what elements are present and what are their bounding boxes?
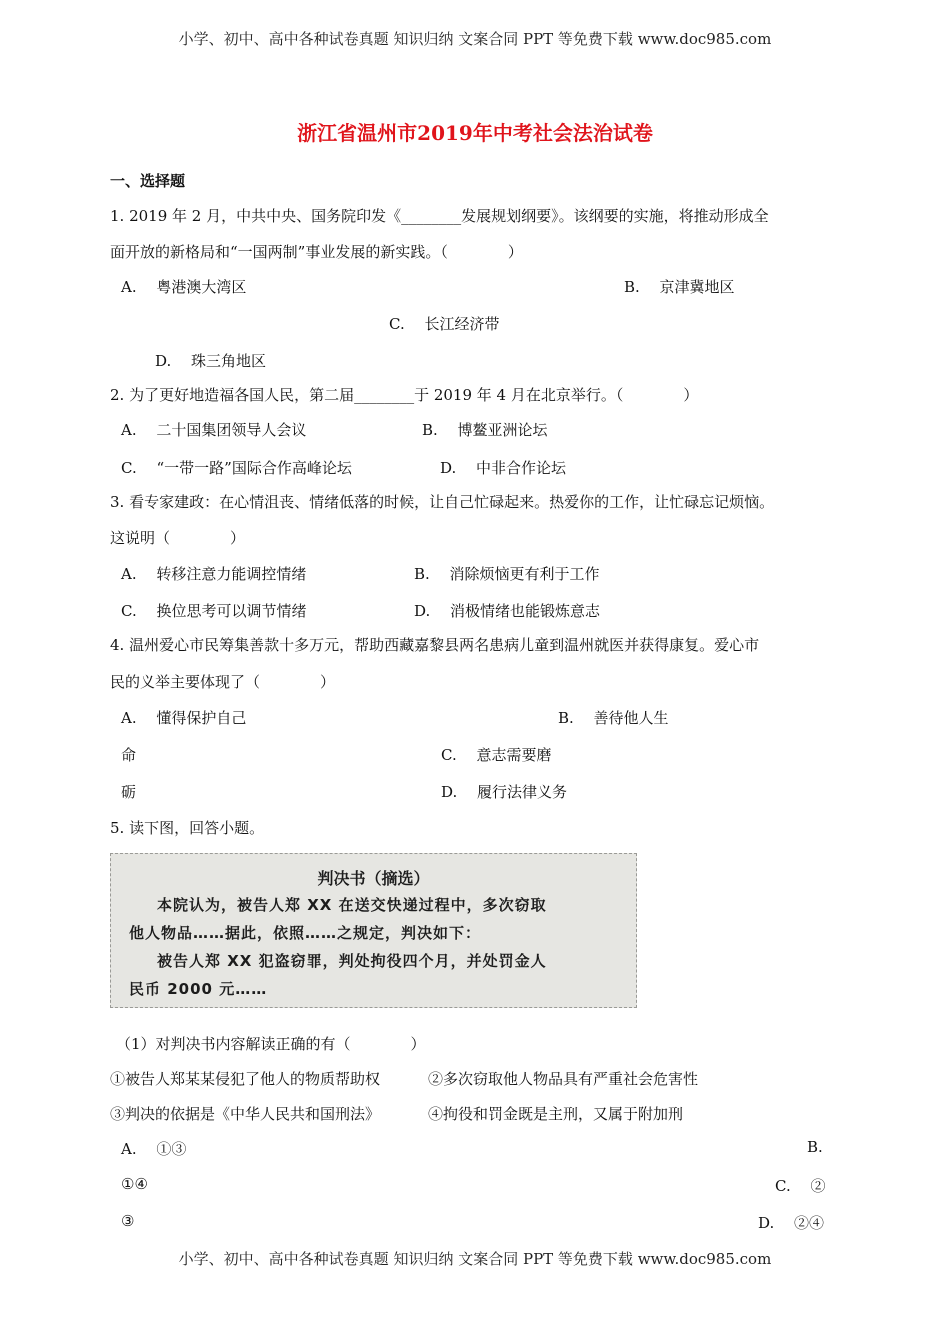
q5-stem-line1: 5. 读下图，回答小题。	[110, 819, 265, 837]
q3-option-d: D. 消极情绪也能锻炼意志	[414, 602, 601, 620]
q1-stem-line2: 面开放的新格局和“一国两制”事业发展的新实践。（ ）	[110, 243, 523, 261]
q5-statement-1: ①被告人郑某某侵犯了他人的物质帮助权	[110, 1070, 381, 1088]
q5-statement-3: ③判决的依据是《中华人民共和国刑法》	[110, 1105, 381, 1123]
judgment-excerpt-image	[110, 853, 637, 1008]
section-heading: 一、选择题	[110, 172, 186, 190]
q5-option-b-wrap: ①④	[121, 1175, 148, 1193]
q2-option-d: D. 中非合作论坛	[440, 459, 567, 477]
q4-option-c: C. 意志需要磨	[441, 746, 552, 764]
q3-option-a: A. 转移注意力能调控情绪	[121, 565, 307, 583]
q5-option-b: B.	[807, 1138, 823, 1156]
q2-option-c: C. “一带一路”国际合作高峰论坛	[121, 459, 352, 477]
q1-option-d: D. 珠三角地区	[155, 352, 267, 370]
q2-stem-line1: 2. 为了更好地造福各国人民，第二届________于 2019 年 4 月在北京举行。（ ）	[110, 386, 699, 404]
q4-option-b: B. 善待他人生	[558, 709, 669, 727]
q3-option-c: C. 换位思考可以调节情绪	[121, 602, 307, 620]
q4-stem-line2: 民的义举主要体现了（ ）	[110, 673, 336, 691]
q5-option-d: D. ②④	[758, 1214, 825, 1232]
excerpt-line-3: 被告人郑 XX 犯盗窃罪，判处拘役四个月，并处罚金人	[157, 952, 547, 970]
page-title: 浙江省温州市2019年中考社会法治试卷	[297, 121, 653, 145]
excerpt-title: 判决书（摘选）	[317, 869, 430, 888]
page-footer: 小学、初中、高中各种试卷真题 知识归纳 文案合同 PPT 等免费下载 www.doc985.com	[178, 1250, 772, 1268]
q4-option-b-wrap: 命	[121, 746, 137, 764]
q4-option-d: D. 履行法律义务	[441, 783, 568, 801]
excerpt-line-4: 民币 2000 元……	[129, 980, 268, 998]
q3-option-b: B. 消除烦恼更有利于工作	[414, 565, 600, 583]
q5-option-c-wrap: ③	[121, 1212, 135, 1230]
excerpt-line-1: 本院认为，被告人郑 XX 在送交快递过程中，多次窃取	[157, 896, 547, 914]
q5-statement-4: ④拘役和罚金既是主刑，又属于附加刑	[428, 1105, 684, 1123]
q2-option-b: B. 博鳌亚洲论坛	[422, 421, 548, 439]
q4-stem-line1: 4. 温州爱心市民筹集善款十多万元，帮助西藏嘉黎县两名患病儿童到温州就医并获得康复。爱心市	[110, 636, 760, 654]
q4-option-a: A. 懂得保护自己	[121, 709, 247, 727]
q1-stem-line1: 1. 2019 年 2 月，中共中央、国务院印发《________发展规划纲要》。该纲要的实施，将推动形成全	[110, 207, 769, 225]
q3-stem-line2: 这说明（ ）	[110, 529, 246, 547]
q4-option-c-wrap: 砺	[121, 783, 137, 801]
q2-option-a: A. 二十国集团领导人会议	[121, 421, 307, 439]
excerpt-line-2: 他人物品……据此，依照……之规定，判决如下：	[129, 924, 482, 942]
q1-option-b: B. 京津冀地区	[624, 278, 735, 296]
q3-stem-line1: 3. 看专家建政：在心情沮丧、情绪低落的时候，让自己忙碌起来。热爱你的工作，让忙碌忘记烦恼。	[110, 493, 775, 511]
q5-option-c: C. ②	[775, 1177, 826, 1195]
q1-option-a: A. 粤港澳大湾区	[121, 278, 247, 296]
q5-statement-2: ②多次窃取他人物品具有严重社会危害性	[428, 1070, 699, 1088]
q1-option-c: C. 长江经济带	[389, 315, 500, 333]
page-header: 小学、初中、高中各种试卷真题 知识归纳 文案合同 PPT 等免费下载 www.doc985.com	[178, 30, 772, 48]
q5-sub1-stem: （1）对判决书内容解读正确的有（ ）	[116, 1035, 426, 1053]
q5-option-a: A. ①③	[121, 1140, 187, 1158]
